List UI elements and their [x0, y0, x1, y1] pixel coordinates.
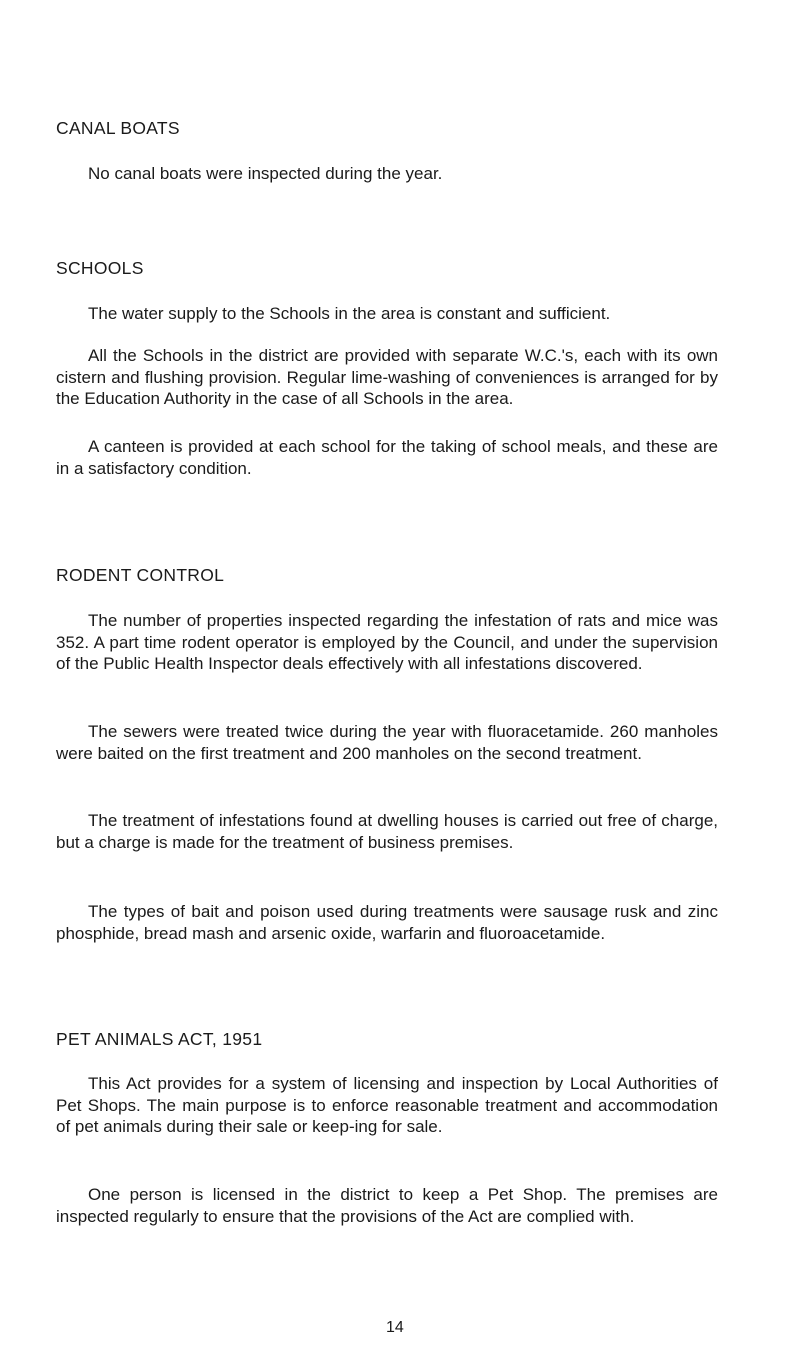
heading-canal-boats: CANAL BOATS [56, 118, 180, 138]
paragraph-canal-boats-1: No canal boats were inspected during the year. [88, 164, 443, 183]
page-number: 14 [386, 1319, 404, 1336]
paragraph-schools-1: The water supply to the Schools in the area is constant and sufficient. [88, 304, 611, 323]
paragraph-pet-animals-1: This Act provides for a system of licensing and inspection by Local Authorities of Pet Shops. The main purpose is to enforce reasonable treatment and accommodation of pet animals during their sale or keep-ing for sale. [56, 1074, 718, 1136]
heading-rodent-control: RODENT CONTROL [56, 565, 225, 585]
paragraph-rodent-control-2: The sewers were treated twice during the year with fluoracetamide. 260 manholes were baited on the first treatment and 200 manholes on the second treatment. [56, 722, 718, 763]
heading-pet-animals-act: PET ANIMALS ACT, 1951 [56, 1029, 263, 1049]
paragraph-schools-3: A canteen is provided at each school for the taking of school meals, and these are in a satisfactory condition. [56, 437, 718, 478]
paragraph-rodent-control-4: The types of bait and poison used during treatments were sausage rusk and zinc phosphide, bread mash and arsenic oxide, warfarin and fluoroacetamide. [56, 902, 718, 943]
heading-schools: SCHOOLS [56, 258, 144, 278]
paragraph-pet-animals-2: One person is licensed in the district to keep a Pet Shop. The premises are inspected regularly to ensure that the provisions of the Act are complied with. [56, 1185, 718, 1226]
paragraph-schools-2: All the Schools in the district are provided with separate W.C.'s, each with its own cistern and flushing provision. Regular lime-washing of conveniences is arranged for by the Education Authority in the case of all Schools in the area. [56, 346, 718, 408]
paragraph-rodent-control-1: The number of properties inspected regarding the infestation of rats and mice was 352. A part time rodent operator is employed by the Council, and under the supervision of the Public Health Inspector deals effectively with all infestations discovered. [56, 611, 718, 673]
paragraph-rodent-control-3: The treatment of infestations found at dwelling houses is carried out free of charge, but a charge is made for the treatment of business premises. [56, 811, 718, 852]
